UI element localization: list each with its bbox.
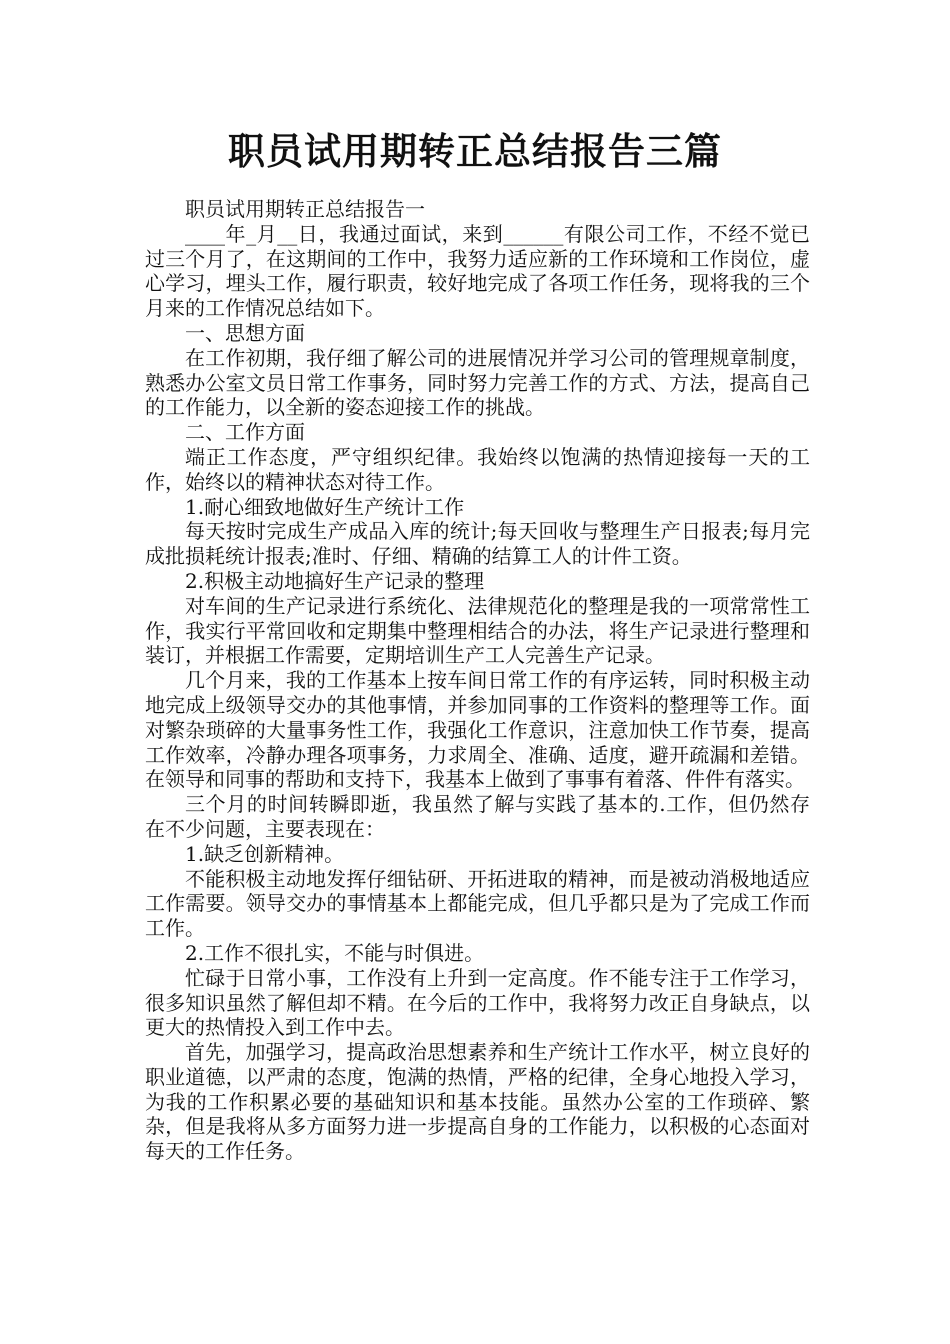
subsection-heading: 2.工作不很扎实，不能与时俱进。 <box>185 940 485 965</box>
paragraph: 每天按时完成生产成品入库的统计;每天回收与整理生产日报表;每月完成批损耗统计报表;准时、仔细、精确的结算工人的计件工资。 <box>145 519 810 569</box>
subsection-heading: 1.耐心细致地做好生产统计工作 <box>185 494 465 519</box>
section-heading: 一、思想方面 <box>185 320 305 345</box>
subsection-heading: 1.缺乏创新精神。 <box>185 841 345 866</box>
paragraph: 端正工作态度，严守组织纪律。我始终以饱满的热情迎接每一天的工作，始终以的精神状态对待工作。 <box>145 444 810 494</box>
paragraph: 在工作初期，我仔细了解公司的进展情况并学习公司的管理规章制度，熟悉办公室文员日常工作事务，同时努力完善工作的方式、方法，提高自己的工作能力，以全新的姿态迎接工作的挑战。 <box>145 345 810 420</box>
subsection-heading: 2.积极主动地搞好生产记录的整理 <box>185 568 485 593</box>
paragraph-subtitle: 职员试用期转正总结报告一 <box>185 197 425 221</box>
section-heading: 二、工作方面 <box>185 420 305 445</box>
paragraph: 忙碌于日常小事，工作没有上升到一定高度。作不能专注于工作学习，很多知识虽然了解但却不精。在今后的工作中，我将努力改正自身缺点，以更大的热情投入到工作中去。 <box>145 965 810 1040</box>
paragraph: 三个月的时间转瞬即逝，我虽然了解与实践了基本的.工作，但仍然存在不少问题，主要表现在： <box>145 792 810 841</box>
paragraph: ____年_月__日，我通过面试，来到______有限公司工作，不经不觉已过三个月了，在这期间的工作中，我努力适应新的工作环境和工作岗位，虚心学习，埋头工作，履行职责，较好地完成了各项工作任务，现将我的三个月来的工作情况总结如下。 <box>145 221 810 321</box>
paragraph: 几个月来，我的工作基本上按车间日常工作的有序运转，同时积极主动地完成上级领导交办的其他事情，并参加同事的工作资料的整理等工作。面对繁杂琐碎的大量事务性工作，我强化工作意识，注意加快工作节奏，提高工作效率，冷静办理各项事务，力求周全、准确、适度，避开疏漏和差错。在领导和同事的帮助和支持下，我基本上做到了事事有着落、件件有落实。 <box>145 668 810 792</box>
paragraph: 不能积极主动地发挥仔细钻研、开拓进取的精神，而是被动消极地适应工作需要。领导交办的事情基本上都能完成，但几乎都只是为了完成工作而工作。 <box>145 866 810 941</box>
document-title: 职员试用期转正总结报告三篇 <box>228 130 722 173</box>
document-body <box>145 197 810 1164</box>
paragraph: 首先，加强学习，提高政治思想素养和生产统计工作水平，树立良好的职业道德，以严肃的态度，饱满的热情，严格的纪律，全身心地投入学习，为我的工作积累必要的基础知识和基本技能。虽然办公室的工作琐碎、繁杂，但是我将从多方面努力进一步提高自身的工作能力，以积极的心态面对每天的工作任务。 <box>145 1040 810 1164</box>
paragraph: 对车间的生产记录进行系统化、法律规范化的整理是我的一项常常性工作，我实行平常回收和定期集中整理相结合的办法，将生产记录进行整理和装订，并根据工作需要，定期培训生产工人完善生产记录。 <box>145 593 810 668</box>
